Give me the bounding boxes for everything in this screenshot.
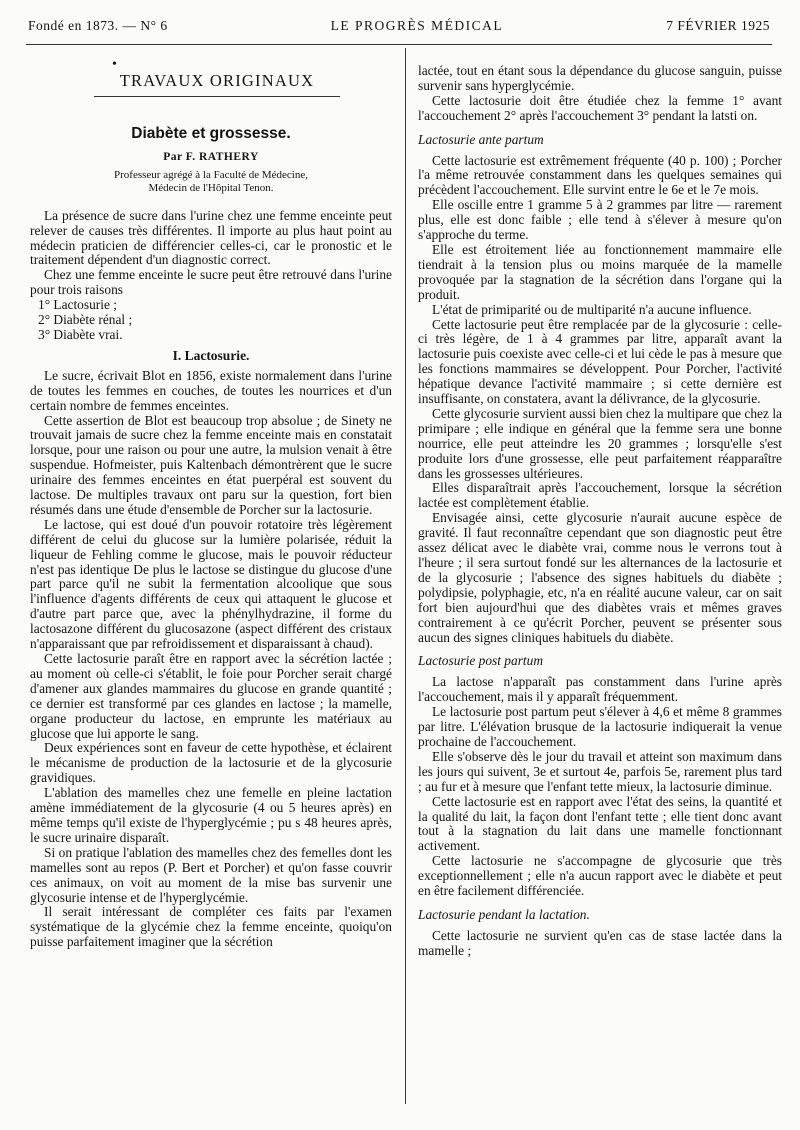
list-item: 2° Diabète rénal ; <box>38 312 133 328</box>
subsection-heading: Lactosurie pendant la lactation. <box>418 906 590 922</box>
paragraph: L'état de primiparité ou de multiparité n'a aucune influence. <box>432 301 752 317</box>
paragraph: Deux expériences sont en faveur de cette hypothèse, et éclairent le mécanisme de production de la lactosurie et de la glycosurie gravidiques. <box>30 740 392 786</box>
paragraph: lactée, tout en étant sous la dépendance du glucose sanguin, puisse survenir sans hyperglycémie. <box>418 63 782 93</box>
paragraph: Si on pratique l'ablation des mamelles chez des femelles dont les mamelles sont au repos (P. Bert et Porcher) et qu'on fasse couvrir ces animaux, on voit au moment de la mise bas survenir une glycosurie intense et de l'hyperglycémie. <box>30 844 392 905</box>
header-founded: Fondé en 1873. — N° 6 <box>28 18 168 33</box>
affiliation-line-2: Médecin de l'Hôpital Tenon. <box>148 181 274 194</box>
paragraph: La lactose n'apparaît pas constamment dans l'urine après l'accouchement, mais il y apparaît fréquemment. <box>418 674 782 705</box>
paragraph: Cette lactosurie est en rapport avec l'état des seins, la quantité et la qualité du lait, la façon dont l'enfant tette ; elle tient donc avant tout à la stagnation du lait dans une mamelle fonctionnant activement. <box>418 793 782 854</box>
article-title: Diabète et grossesse. <box>131 124 291 142</box>
paragraph: L'ablation des mamelles chez une femelle en pleine lactation amène immédiatement de la glycosurie (4 ou 5 heures après) en même temps qu'il existe de l'hyperglycémie ; pu s 48 heures après, le sucre urinaire disparaît. <box>30 785 392 845</box>
paragraph: Le sucre, écrivait Blot en 1856, existe normalement dans l'urine de toutes les femmes en couches, de toutes les nourrices et d'un certain nombre de femmes enceintes. <box>30 367 392 413</box>
paragraph: Cette lactosurie est extrêmement fréquente (40 p. 100) ; Porcher l'a même retrouvée constamment dans les quelques semaines qui précèdent l'accouchement. Elle survint entre le 6e et le 7e mois. <box>418 152 782 198</box>
author-affiliation <box>30 169 392 195</box>
paragraph: La présence de sucre dans l'urine chez une femme enceinte peut relever de causes très différentes. Il importe au plus haut point au médecin praticien de différencier celles-ci, car le pronostic et le traitement dépendent d'un diagnostic correct. <box>30 207 392 268</box>
header-rule <box>26 44 772 45</box>
paragraph: Elles disparaîtrait après l'accouchement, lorsque la sécrétion lactée est complètement établie. <box>418 480 782 511</box>
paragraph: Cette lactosurie ne s'accompagne de glycosurie que très exceptionnellement ; elle n'a aucun rapport avec le diabète et peut en être facilement différenciée. <box>418 853 782 899</box>
paragraph: Elle oscille entre 1 gramme 5 à 2 grammes par litre — rarement plus, elle est donc faible ; elle tend à s'élever à mesure qu'on s'approche du terme. <box>418 197 782 243</box>
right-column <box>418 64 782 959</box>
paragraph: Le lactose, qui est doué d'un pouvoir rotatoire très légèrement différent de celui du glucose sur la lumière polarisée, réduit la liqueur de Fehling comme le glucose, mais le pouvoir réducteur n'est pas identique De plus le lactose se distingue du glucose d'une part parce qu'il ne subit la fermentation alcoolique que sous l'influence d'agents différents de ceux qui attaquent le glucose et d'autre part parce que, avec la phénylhydrazine, il forme du lactosazone différent du glucosazone (aspect différent des cristaux n'apparaissant que par refroidissement et disparaissant à chaud). <box>30 516 392 652</box>
list-item: 1° Lactosurie ; <box>38 297 117 313</box>
bullet-mark: • <box>112 57 117 72</box>
paragraph: Cette lactosurie paraît être en rapport avec la sécrétion lactée ; au moment où celle-ci s'établit, le foie pour Porcher serait chargé d'amener aux glandes mammaires du glucose en grande quantité ; ce dernier est transformé par ces glandes en lactose ; la mamelle, organe producteur du lactose, en emprunte les matériaux au glucose que lui apporte le sang. <box>30 651 392 741</box>
paragraph: Le lactosurie post partum peut s'élever à 4,6 et même 8 grammes par litre. L'élévation brusque de la lactosurie indiquerait la venue prochaine de l'accouchement. <box>418 704 782 749</box>
paragraph: Elle s'observe dès le jour du travail et atteint son maximum dans les jours qui suivent, 3e et surtout 4e, parfois 5e, rarement plus tard ; au fur et à mesure que l'enfant tette mieux, la lactosurie diminue. <box>418 748 782 794</box>
column-divider <box>405 48 406 1104</box>
paragraph: Cette lactosurie doit être étudiée chez la femme 1° avant l'accouchement 2° après l'accouchement 3° pendant la latsti on. <box>418 92 782 123</box>
left-column <box>30 57 392 950</box>
paragraph: Cette lactosurie ne survient qu'en cas de stase lactée dans la mamelle ; <box>418 927 782 958</box>
paragraph: Envisagée ainsi, cette glycosurie n'aurait aucune espèce de gravité. Il faut reconnaître cependant que son diagnostic peut être assez délicat avec le diabète vrai, comme nous le verrons tout à l'heure ; il sera surtout fondé sur les alternances de la lactosurie et de la glycosurie ; l'absence des signes habituels du diabète ; polydipsie, polyphagie, etc, n'a en réalité aucune valeur, car on sait fort bien aujourd'hui que des diabètes vrais et mêmes graves contrairement à ce qu'écrit Porcher, peuvent se présenter sous aucun des signes cliniques habituels du diabète. <box>418 510 782 645</box>
paragraph: Cette glycosurie survient aussi bien chez la multipare que chez la primipare ; elle indique en général que la femme sera une bonne nourrice, elle peut atteindre les 20 grammes ; lorsqu'elle s'est produite lors d'une grossesse, elle peut parfaitement réapparaître dans les grossesses ultérieures. <box>418 405 782 481</box>
paragraph: Il serait intéressant de compléter ces faits par l'examen systématique de la glycémie chez la femme enceinte, quoiqu'on puisse parfaitement imaginer que la sécrétion <box>30 904 392 950</box>
subsection-heading: Lactosurie ante partum <box>418 131 544 147</box>
paragraph: Elle est étroitement liée au fonctionnement mammaire elle tiendrait à la tension plus ou moins marquée de la mamelle provoquée par la stagnation de la sécrétion dans l'organe qui la produit. <box>418 241 782 302</box>
paragraph: Cette assertion de Blot est beaucoup trop absolue ; de Sinety ne trouvait jamais de sucre chez la femme enceinte mais en constatait lorsque, pour une raison ou pour une autre, la mulsion venait à être suspendue. Hofmeister, puis Kaltenbach démontrèrent que le sucre urinaire des femmes enceintes en état puerpéral est souvent du lactose. De multiples travaux ont paru sur la question, fort bien résumés dans une étude d'ensemble de Porcher sur la lactosurie. <box>30 412 392 517</box>
subsection-heading: I. Lactosurie. <box>172 347 250 363</box>
affiliation-line-1: Professeur agrégé à la Faculté de Médecine, <box>114 168 308 181</box>
paragraph: Chez une femme enceinte le sucre peut être retrouvé dans l'urine pour trois raisons <box>30 267 392 298</box>
subsection-heading: Lactosurie post partum <box>418 653 543 669</box>
header-date: 7 FÉVRIER 1925 <box>666 18 770 33</box>
list-item: 3° Diabète vrai. <box>38 326 123 342</box>
section-title: TRAVAUX ORIGINAUX <box>94 74 340 97</box>
header-journal-title: LE PROGRÈS MÉDICAL <box>330 18 504 33</box>
author-line: Par F. RATHERY <box>163 150 259 163</box>
paragraph: Cette lactosurie peut être remplacée par de la glycosurie : celle-ci très légère, de 1 à 4 grammes par litre, apparaît avant la lactosurie puis coexiste avec celle-ci et lui cède le pas à mesure que les fonctions mammaires se développent. Pour Porcher, l'activité hépatique devance l'activité mammaire ; si cette dernière est insuffisante, on constatera, avant la délivrance, de la glycosurie. <box>418 316 782 407</box>
running-header <box>28 18 770 40</box>
